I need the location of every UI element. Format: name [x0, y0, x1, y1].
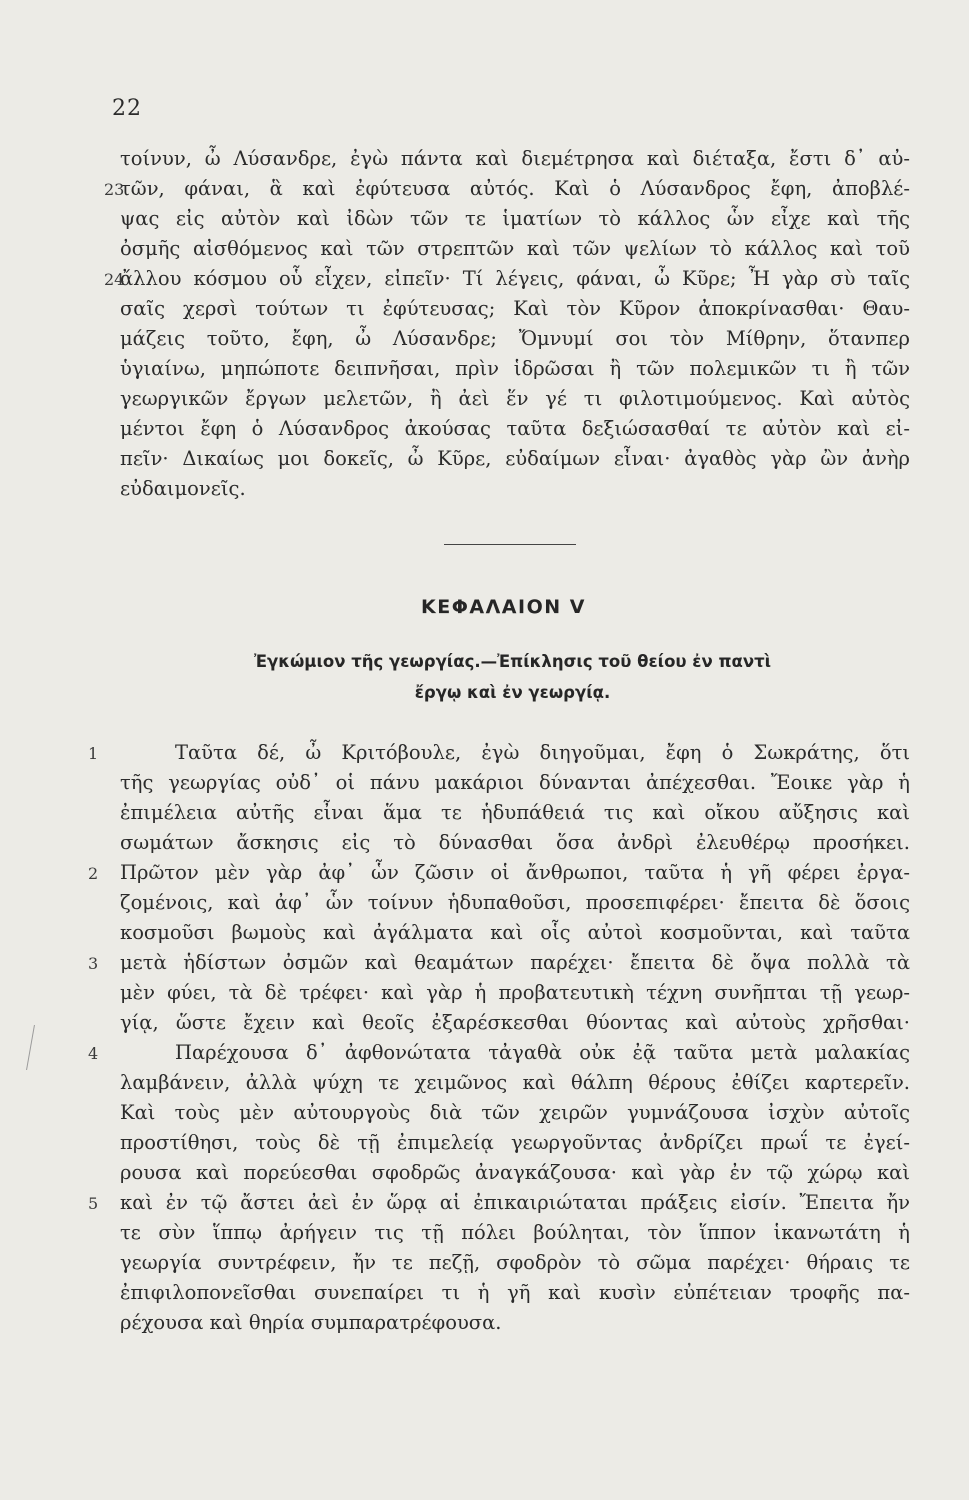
- text-line: ρέχουσα καὶ θηρία συμπαρατρέφουσα.: [120, 1311, 502, 1334]
- text-line: Πρῶτον μὲν γὰρ ἀφ᾿ ὧν ζῶσιν οἱ ἄνθρωποι, ταῦτα ἡ γῆ φέρει ἐργα-: [120, 861, 910, 884]
- margin-line-number: 4: [88, 1044, 99, 1063]
- text-line: γίᾳ, ὥστε ἔχειν καὶ θεοῖς ἐξαρέσκεσθαι θύοντας καὶ αὐτοὺς χρῆσθαι·: [120, 1011, 910, 1034]
- text-line: μάζεις τοῦτο, ἔφη, ὦ Λύσανδρε; Ὄμνυμί σοι τὸν Μίθρην, ὅτανπερ: [120, 327, 910, 350]
- text-line: προστίθησι, τοὺς δὲ τῇ ἐπιμελείᾳ γεωργοῦντας ἀνδρίζει πρωΐ τε ἐγεί-: [120, 1131, 910, 1154]
- text-line: γεωργία συντρέφειν, ἤν τε πεζῇ, σφοδρὸν τὸ σῶμα παρέχει· θήραις τε: [120, 1251, 910, 1274]
- text-line: τῆς γεωργίας οὐδ᾿ οἱ πάνυ μακάριοι δύνανται ἀπέχεσθαι. Ἔοικε γὰρ ἡ: [120, 771, 910, 794]
- text-line: ὀσμῆς αἰσθόμενος καὶ τῶν στρεπτῶν καὶ τῶν ψελίων τὸ κάλλος καὶ τοῦ: [120, 237, 910, 260]
- text-line: τε σὺν ἵππῳ ἀρήγειν τις τῇ πόλει βούληται, τὸν ἵππον ἱκανωτάτη ἡ: [120, 1221, 910, 1244]
- chapter-5-text: [120, 738, 910, 1338]
- text-line: σωμάτων ἄσκησις εἰς τὸ δύνασθαι ὅσα ἀνδρὶ ἐλευθέρῳ προσήκει.: [120, 831, 910, 854]
- text-line: σαῖς χερσὶ τούτων τι ἐφύτευσας; Καὶ τὸν Κῦρον ἀποκρίνασθαι· Θαυ-: [120, 297, 910, 320]
- text-line: ψας εἰς αὐτὸν καὶ ἰδὼν τῶν τε ἱματίων τὸ κάλλος ὧν εἶχε καὶ τῆς: [120, 207, 910, 230]
- text-line: κοσμοῦσι βωμοὺς καὶ ἀγάλματα καὶ οἷς αὐτοὶ κοσμοῦνται, καὶ ταῦτα: [120, 921, 910, 944]
- text-line: πεῖν· Δικαίως μοι δοκεῖς, ὦ Κῦρε, εὐδαίμων εἶναι· ἀγαθὸς γὰρ ὢν ἀνὴρ: [120, 447, 910, 470]
- text-line: εὐδαιμονεῖς.: [120, 477, 246, 500]
- text-line: ἄλλου κόσμου οὗ εἶχεν, εἰπεῖν· Τί λέγεις, φάναι, ὦ Κῦρε; Ἦ γὰρ σὺ ταῖς: [120, 267, 910, 290]
- margin-line-number: 24: [104, 270, 125, 289]
- text-line: Παρέχουσα δ᾿ ἀφθονώτατα τἀγαθὰ οὐκ ἐᾷ ταῦτα μετὰ μαλακίας: [175, 1041, 910, 1064]
- text-line: ρουσα καὶ πορεύεσθαι σφοδρῶς ἀναγκάζουσα· καὶ γὰρ ἐν τῷ χώρῳ καὶ: [120, 1161, 910, 1184]
- section-divider-rule: [444, 544, 576, 545]
- chapter-subtitle-line1: Ἐγκώμιον τῆς γεωργίας.—Ἐπίκλησις τοῦ θείου ἐν παντὶ: [253, 652, 772, 671]
- chapter-subtitle-line2: ἔργῳ καὶ ἐν γεωργίᾳ.: [414, 683, 611, 702]
- text-line: μέντοι ἔφη ὁ Λύσανδρος ἀκούσας ταῦτα δεξιώσασθαί τε αὐτὸν καὶ εἰ-: [120, 417, 910, 440]
- text-line: μετὰ ἡδίστων ὀσμῶν καὶ θεαμάτων παρέχει· ἔπειτα δὲ ὄψα πολλὰ τὰ: [120, 951, 910, 974]
- text-line: τοίνυν, ὦ Λύσανδρε, ἐγὼ πάντα καὶ διεμέτρησα καὶ διέταξα, ἔστι δ᾿ αὐ-: [120, 147, 910, 170]
- margin-line-number: 3: [88, 954, 99, 973]
- page-number: 22: [112, 96, 142, 121]
- text-line: λαμβάνειν, ἀλλὰ ψύχη τε χειμῶνος καὶ θάλπη θέρους ἐθίζει καρτερεῖν.: [120, 1071, 910, 1094]
- text-line: ἐπιφιλοπονεῖσθαι συνεπαίρει τι ἡ γῆ καὶ κυσὶν εὐπέτειαν τροφῆς πα-: [120, 1281, 910, 1304]
- margin-line-number: 5: [88, 1194, 99, 1213]
- margin-line-number: 2: [88, 864, 99, 883]
- chapter-4-ending-text: [120, 144, 910, 504]
- text-line: γεωργικῶν ἔργων μελετῶν, ἢ ἀεὶ ἕν γέ τι φιλοτιμούμενος. Καὶ αὐτὸς: [120, 387, 910, 410]
- text-line: ζομένοις, καὶ ἀφ᾿ ὧν τοίνυν ἡδυπαθοῦσι, προσεπιφέρει· ἔπειτα δὲ ὅσοις: [120, 891, 910, 914]
- chapter-title: ΚΕΦΑΛΑΙΟΝ V: [421, 596, 586, 618]
- text-line: ὑγιαίνω, μηπώποτε δειπνῆσαι, πρὶν ἱδρῶσαι ἢ τῶν πολεμικῶν τι ἢ τῶν: [120, 357, 910, 380]
- text-line: Καὶ τοὺς μὲν αὐτουργοὺς διὰ τῶν χειρῶν γυμνάζουσα ἰσχὺν αὐτοῖς: [120, 1101, 910, 1124]
- text-line: Ταῦτα δέ, ὦ Κριτόβουλε, ἐγὼ διηγοῦμαι, ἔφη ὁ Σωκράτης, ὅτι: [175, 741, 910, 764]
- text-line: τῶν, φάναι, ἃ καὶ ἐφύτευσα αὐτός. Καὶ ὁ Λύσανδρος ἔφη, ἀποβλέ-: [120, 177, 910, 200]
- text-line: καὶ ἐν τῷ ἄστει ἀεὶ ἐν ὥρᾳ αἱ ἐπικαιριώταται πράξεις εἰσίν. Ἔπειτα ἤν: [120, 1191, 910, 1214]
- text-line: ἐπιμέλεια αὐτῆς εἶναι ἅμα τε ἡδυπάθειά τις καὶ οἴκου αὔξησις καὶ: [120, 801, 910, 824]
- margin-line-number: 1: [88, 744, 99, 763]
- text-line: μὲν φύει, τὰ δὲ τρέφει· καὶ γὰρ ἡ προβατευτικὴ τέχνη συνῆπται τῇ γεωρ-: [120, 981, 910, 1004]
- pencil-margin-mark: [26, 1025, 43, 1070]
- margin-line-number: 23: [104, 180, 125, 199]
